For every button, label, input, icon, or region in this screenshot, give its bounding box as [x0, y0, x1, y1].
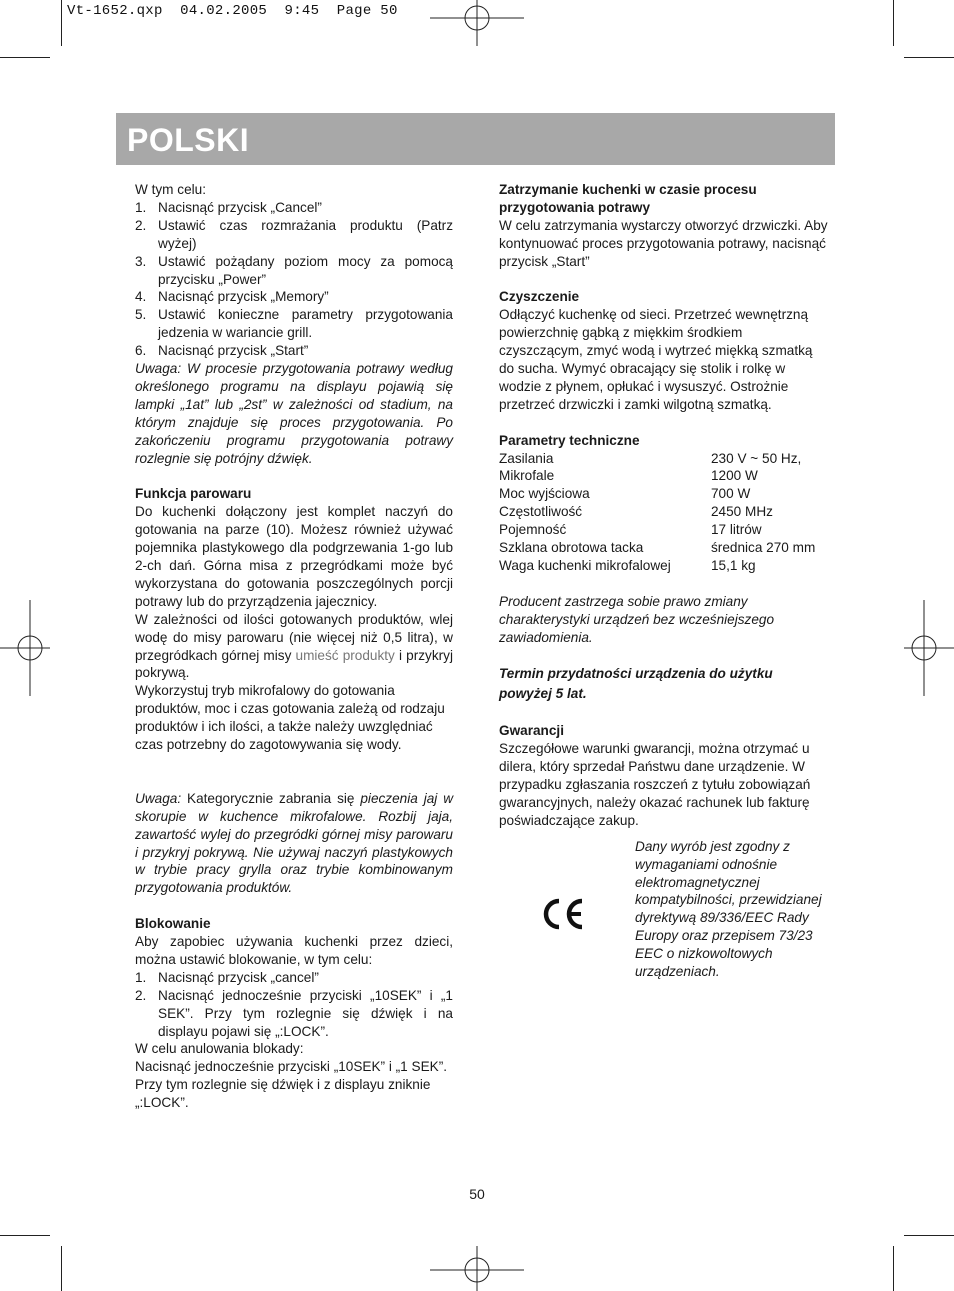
ce-compliance-text: Dany wyrób jest zgodny z wymaganiami odnośnie elektromagnetycznej kompatybilności, przewidzianej dyrektywą 89/336/EEC Rady Europy oraz przepisem 73/23 EEC o nizkowoltowych urządzeniach.: [635, 838, 822, 980]
program-note: Uwaga: W procesie przygotowania potrawy według określonego programu na displayu pojawią się lampki „1at” lub „2st” w zależności od stadium, na którym znajduje się proces przygotowania. Po zakończeniu programu przygotowania potrawy rozlegnie się potrójny dźwięk.: [135, 361, 453, 466]
page-title: POLSKI: [127, 122, 250, 158]
registration-mark-left: [0, 600, 50, 696]
cleaning-text: Odłączyć kuchenkę od sieci. Przetrzeć wewnętrzną powierzchnię gąbką z miękkim środkiem czyszczącym, zmyć wodą i wytrzeć miękką szmatką do sucha. Wymyć obracający się stolik i rolkę w wodzie z płynem, opłukać i wysuszyć. Ostrożnie przetrzeć drzwiczki i zamki wilgotną szmatką.: [499, 307, 813, 412]
list-item-text: Nacisnąć przycisk „Cancel”: [158, 199, 322, 215]
warranty-text: Szczegółowe warunki gwarancji, można otrzymać u dilera, który sprzedał Państwu dane urządzenie. W przypadku zgłaszania roszczeń z tytułu zobowiązań gwarancyjnych, należy okazać rachunek lub fakturę poświadczające zakup.: [499, 741, 811, 828]
list-item-number: 1.: [135, 969, 147, 985]
print-slug: Vt-1652.qxp 04.02.2005 9:45 Page 50: [67, 3, 398, 19]
list-item-text: Nacisnąć jednocześnie przyciski „10SEK” i „1 SEK”. Przy tym rozlegnie się dźwięk i na displayu pojawi się „:LOCK”.: [158, 987, 453, 1039]
spec-value: średnica 270 mm: [711, 540, 816, 556]
crop-mark: [893, 0, 894, 46]
page-number: 50: [469, 1186, 485, 1202]
table-row: [499, 467, 829, 485]
crop-mark: [904, 1235, 954, 1236]
program-steps-list: [135, 199, 453, 360]
unlock-intro: W celu anulowania blokady:: [135, 1041, 304, 1057]
list-item-text: Nacisnąć przycisk „Memory”: [158, 289, 329, 305]
stop-text: W celu zatrzymania wystarczy otworzyć drzwiczki. Aby kontynuować proces przygotowania potrawy, nacisnąć przycisk „Start”: [499, 217, 828, 269]
steam-heading: Funkcja parowaru: [135, 486, 252, 502]
spec-label: Mikrofale: [499, 468, 555, 484]
egg-warning: Uwaga: Kategorycznie zabrania się pieczenia jaj w skorupie w kuchence mikrofalowe. Rozbij jaja, zawartość wylej do przegródki górnej misy parowaru i przykryj pokrywą. Nie używaj naczyń plastykowych w trybie pracy grylla oraz trybie kombinowanym przygotowania produktów.: [135, 790, 454, 896]
spec-value: 230 V ~ 50 Hz,: [711, 450, 802, 466]
spec-label: Pojemność: [499, 522, 567, 538]
list-item: [135, 342, 453, 360]
spec-value: 2450 MHz: [711, 504, 773, 520]
table-row: [499, 503, 829, 521]
tech-specs-heading: Parametry techniczne: [499, 432, 640, 448]
crop-mark: [0, 57, 50, 58]
list-item: [135, 253, 453, 289]
list-item: [135, 969, 453, 987]
crop-mark: [893, 1246, 894, 1291]
producer-note: Producent zastrzega sobie prawo zmiany charakterystyki urządzeń bez wcześniejszego zawiadomienia.: [499, 593, 775, 645]
list-item-number: 2.: [135, 987, 147, 1003]
lifetime-note: Termin przydatności urządzenia do użytku powyżej 5 lat.: [499, 666, 773, 702]
steam-paragraph-3: Wykorzystuj tryb mikrofalowy do gotowania produktów, moc i czas gotowania zależą od rodzaju produktów i ich ilości, a także należy uwzględniać czas potrzebny do zagotowywania się wody.: [135, 683, 445, 753]
left-column: [135, 181, 453, 1112]
unlock-text: Nacisnąć jednocześnie przyciski „10SEK” i „1 SEK”. Przy tym rozlegnie się dźwięk i z displayu zniknie „:LOCK”.: [135, 1059, 448, 1111]
spec-label: Częstotliwość: [499, 504, 583, 520]
list-item-number: 6.: [135, 343, 147, 359]
registration-mark-top: [430, 0, 524, 46]
crop-mark: [0, 1235, 50, 1236]
list-item-number: 2.: [135, 217, 147, 233]
lock-intro: Aby zapobiec używania kuchenki przez dzieci, można ustawić blokowanie, w tym celu:: [135, 934, 453, 967]
list-item: [135, 987, 453, 1041]
list-item-text: Ustawić pożądany poziom mocy za pomocą przycisku „Power”: [158, 253, 453, 287]
table-row: [499, 450, 829, 468]
list-item-text: Ustawić czas rozmrażania produktu (Patrz wyżej): [158, 217, 453, 251]
right-column: [499, 181, 829, 1013]
table-row: [499, 557, 829, 575]
list-item-number: 5.: [135, 307, 147, 323]
list-item: [135, 199, 453, 217]
list-item: [135, 306, 453, 342]
crop-mark: [904, 57, 954, 58]
spec-value: 15,1 kg: [711, 558, 756, 573]
steam-paragraph-1: Do kuchenki dołączony jest komplet naczyń do gotowania na parze (10). Możesz również używać pojemnika plastykowego dla podgrzewania 1-go lub 2-ch dań. Górna misa z przegródkami może być wykorzystana do gotowania poszczególnych porcji potrawy lub do przyrządzenia jajecznicy.: [135, 504, 453, 609]
crop-mark: [61, 1246, 62, 1291]
language-banner: [116, 113, 835, 165]
table-row: [499, 521, 829, 539]
spec-value: 1200 W: [711, 468, 758, 484]
steam-paragraph-2: W zależności od ilości gotowanych produktów, wlej wodę do misy parowaru (nie więcej niż 0,5 litra), w przegródkach górnej misy umieść produkty i przykryj pokrywą.: [135, 611, 453, 681]
list-item: [135, 288, 453, 306]
list-item-text: Nacisnąć przycisk „cancel”: [158, 969, 319, 985]
spec-label: Waga kuchenki mikrofalowej: [499, 558, 671, 573]
spec-label: Moc wyjściowa: [499, 486, 590, 502]
list-item-number: 1.: [135, 199, 147, 215]
registration-mark-bottom: [430, 1246, 524, 1291]
list-item-text: Nacisnąć przycisk „Start”: [158, 343, 309, 359]
list-item-number: 3.: [135, 253, 147, 269]
ce-mark-icon: [539, 894, 585, 934]
table-row: [499, 539, 829, 557]
warranty-heading: Gwarancji: [499, 723, 564, 739]
stop-heading: Zatrzymanie kuchenki w czasie procesu przygotowania potrawy: [499, 182, 757, 215]
list-item-text: Ustawić konieczne parametry przygotowania jedzenia w wariancie grill.: [158, 307, 453, 341]
list-item-number: 4.: [135, 289, 147, 305]
cleaning-heading: Czyszczenie: [499, 289, 580, 305]
lock-steps-list: [135, 969, 453, 1041]
ce-compliance-block: [499, 838, 829, 1013]
spec-value: 700 W: [711, 486, 751, 502]
tech-specs-table: [499, 450, 829, 575]
list-item: [135, 217, 453, 253]
table-row: [499, 485, 829, 503]
spec-label: Szklana obrotowa tacka: [499, 540, 644, 556]
spec-label: Zasilania: [499, 450, 554, 466]
crop-mark: [61, 0, 62, 46]
registration-mark-right: [904, 600, 954, 696]
lock-heading: Blokowanie: [135, 916, 211, 932]
spec-value: 17 litrów: [711, 522, 762, 538]
intro-text: W tym celu:: [135, 182, 206, 197]
